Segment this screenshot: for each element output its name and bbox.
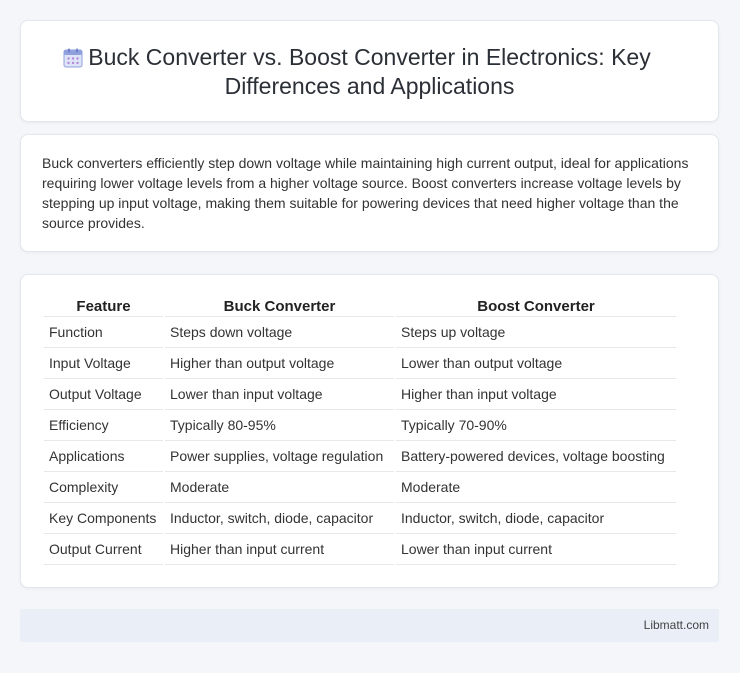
table-cell: Lower than input voltage: [165, 379, 394, 410]
table-cell: Efficiency: [44, 410, 163, 441]
table-row: [44, 503, 676, 534]
table-cell: Moderate: [396, 472, 676, 503]
table-row: [44, 441, 676, 472]
table-cell: Function: [44, 317, 163, 348]
footer: [20, 609, 719, 642]
column-header-boost: Boost Converter: [396, 295, 676, 317]
table-cell: Inductor, switch, diode, capacitor: [396, 503, 676, 534]
table-cell: Key Components: [44, 503, 163, 534]
table-row: [44, 379, 676, 410]
table-cell: Output Current: [44, 534, 163, 565]
table-row: [44, 534, 676, 565]
summary-card: [20, 134, 719, 252]
table-cell: Steps down voltage: [165, 317, 394, 348]
table-cell: Higher than input voltage: [396, 379, 676, 410]
table-cell: Higher than output voltage: [165, 348, 394, 379]
table-cell: Input Voltage: [44, 348, 163, 379]
summary-paragraph: Buck converters efficiently step down voltage while maintaining high current output, ideal for applications requiring lower voltage levels from a higher voltage source. Boost converters increase voltage levels by stepping up input voltage, making them suitable for powering devices that need higher voltage than the source provides.: [42, 155, 689, 231]
table-row: [44, 472, 676, 503]
table-header-row: [44, 295, 676, 317]
table-cell: Higher than input current: [165, 534, 394, 565]
table-cell: Lower than input current: [396, 534, 676, 565]
table-cell: Typically 80-95%: [165, 410, 394, 441]
table-row: [44, 410, 676, 441]
title-card: [20, 20, 719, 122]
table-cell: Lower than output voltage: [396, 348, 676, 379]
page-title: Buck Converter vs. Boost Converter in Electronics: Key Differences and Applications: [88, 44, 651, 99]
table-cell: Applications: [44, 441, 163, 472]
column-header-buck: Buck Converter: [165, 295, 394, 317]
table-cell: Typically 70-90%: [396, 410, 676, 441]
table-cell: Moderate: [165, 472, 394, 503]
table-cell: Steps up voltage: [396, 317, 676, 348]
comparison-card: [20, 274, 719, 588]
table-row: [44, 348, 676, 379]
table-cell: Output Voltage: [44, 379, 163, 410]
table-row: [44, 317, 676, 348]
table-cell: Inductor, switch, diode, capacitor: [165, 503, 394, 534]
table-cell: Battery-powered devices, voltage boosting: [396, 441, 676, 472]
footer-brand-link[interactable]: Libmatt.com: [643, 618, 709, 632]
comparison-table: [42, 295, 678, 565]
table-cell: Power supplies, voltage regulation: [165, 441, 394, 472]
column-header-feature: Feature: [44, 295, 163, 317]
table-cell: Complexity: [44, 472, 163, 503]
